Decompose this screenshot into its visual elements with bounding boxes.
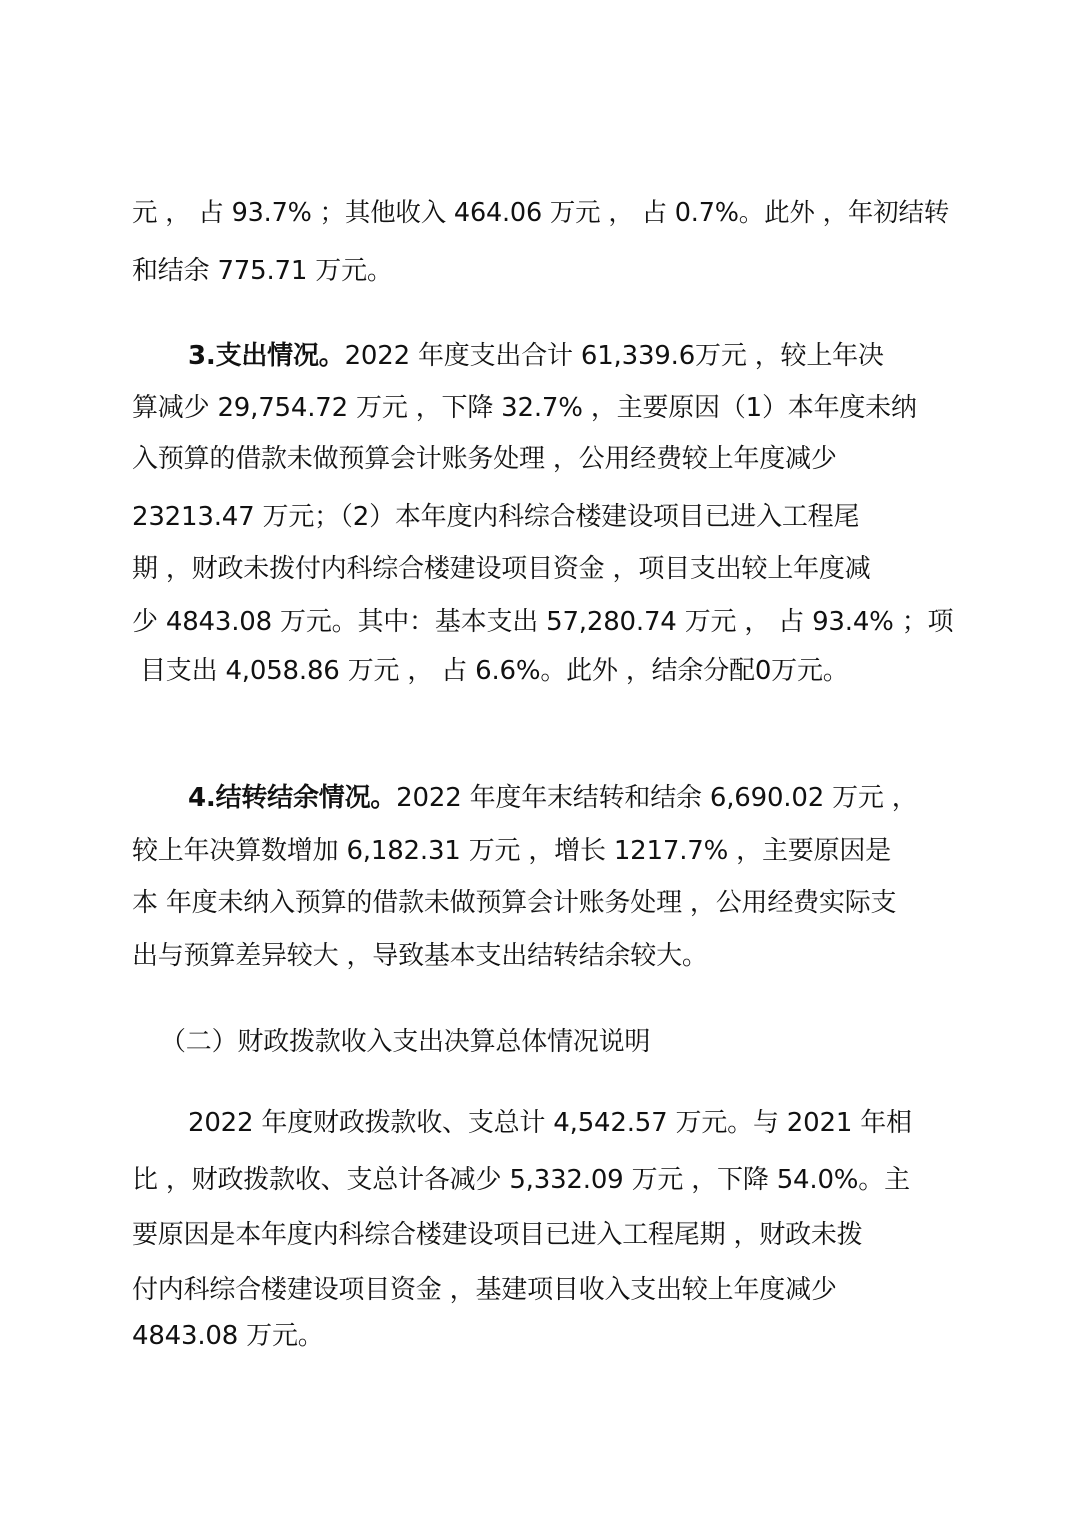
balance-label: 4.结转结余情况。 [188, 783, 397, 813]
income-tail-line-1: 元 ， 占 93.7% ；其他收入 464.06 万元 ， 占 0.7%。此外 ，年初结转 [132, 198, 950, 228]
expenditure-line-1 [188, 339, 962, 373]
expenditure-line-6: 少 4843.08 万元。其中：基本支出 57,280.74 万元 ， 占 93.4% ；项 [132, 607, 954, 637]
fiscal-line-5: 4843.08 万元。 [132, 1321, 324, 1351]
expenditure-line-4: 23213.47 万元；（2）本年度内科综合楼建设项目已进入工程尾 [132, 502, 860, 532]
expenditure-line-3: 入预算的借款未做预算会计账务处理 ，公用经费较上年度减少 [132, 444, 837, 474]
balance-line-3: 本 年度未纳入预算的借款未做预算会计账务处理 ，公用经费实际支 [132, 888, 897, 918]
balance-line-1 [188, 781, 962, 815]
expenditure-label: 3.支出情况。 [188, 341, 345, 371]
section-heading: （二）财政拨款收入支出决算总体情况说明 [160, 1027, 651, 1057]
expenditure-line-2: 算减少 29,754.72 万元 ，下降 32.7% ，主要原因（1）本年度未纳 [132, 393, 917, 423]
expenditure-line-5: 期 ，财政未拨付内科综合楼建设项目资金 ，项目支出较上年度减 [132, 554, 871, 584]
balance-line-1-text: 2022 年度年末结转和结余 6,690.02 万元 ， [396, 783, 918, 813]
balance-line-2: 较上年决算数增加 6,182.31 万元 ，增长 1217.7% ，主要原因是 [132, 836, 891, 866]
expenditure-line-7: 目支出 4,058.86 万元 ， 占 6.6%。此外 ，结余分配0万元。 [140, 656, 849, 686]
balance-line-4: 出与预算差异较大 ，导致基本支出结转结余较大。 [132, 941, 708, 971]
fiscal-line-3: 要原因是本年度内科综合楼建设项目已进入工程尾期 ，财政未拨 [132, 1220, 863, 1250]
expenditure-line-1-text: 2022 年度支出合计 61,339.6万元 ，较上年决 [344, 341, 884, 371]
income-tail-line-2: 和结余 775.71 万元。 [132, 256, 393, 286]
fiscal-line-1: 2022 年度财政拨款收、支总计 4,542.57 万元。与 2021 年相 [188, 1108, 912, 1138]
fiscal-line-2: 比 ，财政拨款收、支总计各减少 5,332.09 万元 ，下降 54.0%。主 [132, 1165, 910, 1195]
fiscal-line-4: 付内科综合楼建设项目资金 ，基建项目收入支出较上年度减少 [132, 1275, 837, 1305]
